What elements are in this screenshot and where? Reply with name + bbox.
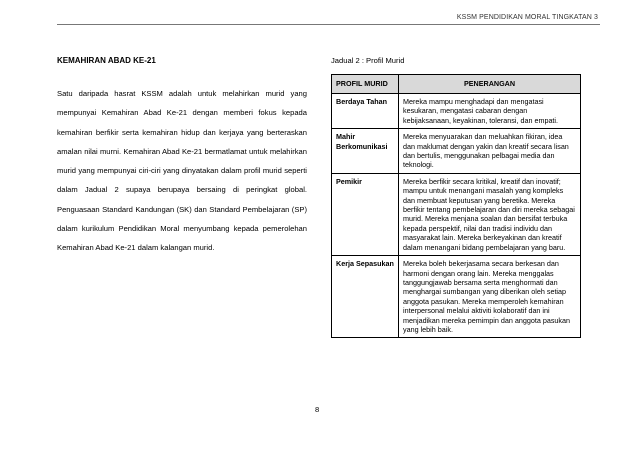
profile-name: Pemikir bbox=[332, 173, 399, 255]
body-paragraph: Satu daripada hasrat KSSM adalah untuk melahirkan murid yang mempunyai Kemahiran Abad Ke-21 dengan memberi fokus kepada kemahiran berfikir serta kemahiran hidup dan kerjaya yang berteraskan amalan nilai murni. Kemahiran Abad Ke-21 bermatlamat untuk melahirkan murid yang mempunyai ciri-ciri yang dinyatakan dalam profil murid seperti dalam Jadual 2 supaya berupaya bersaing di peringkat global. Penguasaan Standard Kandungan (SK) dan Standard Pembelajaran (SP) dalam kurikulum Pendidikan Moral menyumbang kepada pemerolehan Kemahiran Abad Ke-21 dalam kalangan murid. bbox=[57, 89, 307, 253]
header-divider bbox=[57, 24, 600, 25]
profile-description: Mereka mampu menghadapi dan mengatasi kesukaran, mengatasi cabaran dengan kebijaksanaan, keyakinan, toleransi, dan empati. bbox=[399, 94, 581, 129]
profile-description: Mereka boleh bekerjasama secara berkesan dan harmoni dengan orang lain. Mereka menggalas tanggungjawab bersama serta menghormati dan menghargai sumbangan yang diberikan oleh setiap anggota pasukan. Mereka memperoleh kemahiran interpersonal melalui aktiviti kolaboratif dan ini menjadikan mereka pemimpin dan anggota pasukan yang lebih baik. bbox=[399, 256, 581, 338]
profile-description: Mereka berfikir secara kritikal, kreatif dan inovatif; mampu untuk menangani masalah yang kompleks dan membuat keputusan yang beretika. Mereka berfikir tentang pembelajaran dan diri mereka sebagai murid. Mereka menjana soalan dan bersifat terbuka kepada perspektif, nilai dan tradisi individu dan masyarakat lain. Mereka berkeyakinan dan kreatif dalam menangani bidang pembelajaran yang baru. bbox=[399, 173, 581, 255]
table-row bbox=[332, 94, 581, 129]
table-row bbox=[332, 129, 581, 174]
column-header-penerangan: PENERANGAN bbox=[399, 75, 581, 94]
section-title: KEMAHIRAN ABAD KE-21 bbox=[57, 56, 156, 65]
table-header-row bbox=[332, 75, 581, 94]
table-row bbox=[332, 256, 581, 338]
profile-description: Mereka menyuarakan dan meluahkan fikiran, idea dan maklumat dengan yakin dan kreatif secara lisan dan bertulis, menggunakan pelbagai media dan teknologi. bbox=[399, 129, 581, 174]
table-row bbox=[332, 173, 581, 255]
column-header-profil: PROFIL MURID bbox=[332, 75, 399, 94]
profile-name: Kerja Sepasukan bbox=[332, 256, 399, 338]
profile-name: Berdaya Tahan bbox=[332, 94, 399, 129]
profil-murid-table bbox=[331, 74, 581, 338]
page-number: 8 bbox=[315, 405, 320, 414]
profile-name: Mahir Berkomunikasi bbox=[332, 129, 399, 174]
running-header: KSSM PENDIDIKAN MORAL TINGKATAN 3 bbox=[456, 14, 598, 21]
table-caption: Jadual 2 : Profil Murid bbox=[331, 56, 405, 65]
